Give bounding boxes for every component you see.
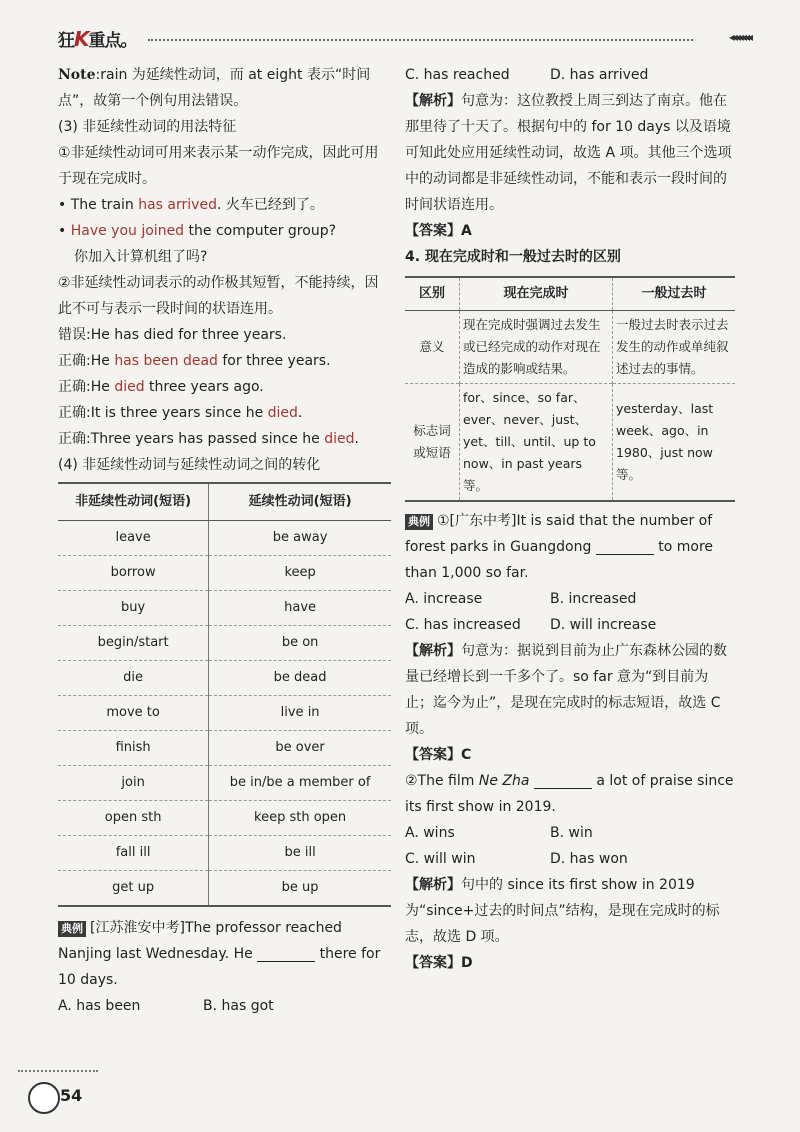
table-cell: 标志词或短语	[405, 384, 460, 502]
answer: 【答案】D	[405, 955, 473, 971]
table-cell: yesterday、last week、ago、in 1980、just now 等。	[613, 384, 736, 502]
answer: 【答案】A	[405, 223, 472, 239]
section-3-title: (3) 非延续性动词的用法特征	[58, 119, 237, 135]
option-d: D. has won	[550, 851, 628, 867]
table-cell: move to	[58, 696, 209, 731]
option-b: B. win	[550, 825, 593, 841]
example-question: ②The film Ne Zha a lot of praise since its first show in 2019.	[405, 773, 734, 815]
correct-example: 正确:It is three years since he died.	[58, 405, 303, 421]
option-c: C. will win	[405, 851, 476, 867]
options-row	[405, 846, 735, 872]
brand-logo: 狂K重点。	[58, 27, 137, 51]
table-row	[58, 696, 391, 731]
table-cell: get up	[58, 871, 209, 907]
tense-comparison-table	[405, 276, 735, 502]
table-row	[58, 556, 391, 591]
table-cell: open sth	[58, 801, 209, 836]
table-cell: leave	[58, 521, 209, 556]
table-cell: live in	[209, 696, 391, 731]
example-question: 典例 [江苏淮安中考]The professor reached Nanjing last Wednesday. He there for 10 days.	[58, 920, 381, 988]
example-translation: 你加入计算机组了吗?	[74, 249, 208, 265]
option-d: D. will increase	[550, 617, 657, 633]
table-cell: be up	[209, 871, 391, 907]
rule-1: ①非延续性动词可用来表示某一动作完成，因此可用于现在完成时。	[58, 145, 379, 187]
correct-example: 正确:He has been dead for three years.	[58, 353, 331, 369]
option-b: B. increased	[550, 591, 637, 607]
header-arrows: ◂◂◂◂◂◂◂	[728, 30, 750, 44]
example-sentence: • The train has arrived. 火车已经到了。	[58, 197, 324, 213]
table-cell: be over	[209, 731, 391, 766]
table-row	[58, 801, 391, 836]
table-cell: finish	[58, 731, 209, 766]
analysis: 【解析】句意为：这位教授上周三到达了南京。他在那里待了十天了。根据句中的 for 10 days 以及语境可知此处应用延续性动词，故选 A 项。其他三个选项中的动词都是非延续性动词，不能和表示一段时间的时间状语连用。	[405, 93, 732, 213]
table-cell: fall ill	[58, 836, 209, 871]
correct-example: 正确:He died three years ago.	[58, 379, 264, 395]
right-column	[405, 62, 735, 976]
table-header: 延续性动词(短语)	[209, 483, 391, 521]
answer-blank	[257, 947, 315, 962]
example-tag: 典例	[58, 921, 86, 937]
table-row	[58, 521, 391, 556]
table-cell: begin/start	[58, 626, 209, 661]
table-row	[58, 871, 391, 907]
table-cell: borrow	[58, 556, 209, 591]
answer-blank	[534, 774, 592, 789]
example-sentence: • Have you joined the computer group?	[58, 223, 337, 239]
table-row	[58, 836, 391, 871]
options-row	[405, 62, 735, 88]
table-header: 区别	[405, 277, 460, 311]
answer-blank	[596, 540, 654, 555]
table-row	[405, 311, 735, 384]
table-row	[58, 766, 391, 801]
table-cell: keep	[209, 556, 391, 591]
page-number: 54	[60, 1086, 83, 1105]
table-header: 现在完成时	[460, 277, 613, 311]
page-header	[58, 26, 758, 52]
table-cell: for、since、so far、ever、never、just、yet、till、until、up to now、in past years 等。	[460, 384, 613, 502]
table-cell: be dead	[209, 661, 391, 696]
table-row	[58, 661, 391, 696]
bulb-icon	[28, 1082, 60, 1114]
table-cell: join	[58, 766, 209, 801]
options-row	[405, 612, 735, 638]
page-number-badge	[22, 1080, 102, 1114]
table-cell: be on	[209, 626, 391, 661]
table-cell: buy	[58, 591, 209, 626]
option-b: B. has got	[203, 998, 274, 1014]
table-cell: die	[58, 661, 209, 696]
option-c: C. has increased	[405, 617, 521, 633]
option-a: A. wins	[405, 825, 455, 841]
table-cell: have	[209, 591, 391, 626]
section-4-title: (4) 非延续性动词与延续性动词之间的转化	[58, 457, 321, 473]
analysis: 【解析】句中的 since its first show in 2019 为“since+过去的时间点”结构，是现在完成时的标志，故选 D 项。	[405, 877, 720, 945]
table-header: 一般过去时	[613, 277, 736, 311]
example-question: 典例 ①[广东中考]It is said that the number of forest parks in Guangdong to more than 1,000 so far.	[405, 513, 714, 581]
example-tag: 典例	[405, 514, 433, 530]
note: Note:rain 为延续性动词，而 at eight 表示“时间点”，故第一个例句用法错误。	[58, 67, 371, 109]
analysis: 【解析】句意为：据说到目前为止广东森林公园的数量已经增长到一千多个了。so far 意为“到目前为止；迄今为止”，是现在完成时的标志短语，故选 C 项。	[405, 643, 727, 737]
table-cell: 意义	[405, 311, 460, 384]
option-d: D. has arrived	[550, 67, 649, 83]
left-column	[58, 62, 391, 1019]
table-cell: be away	[209, 521, 391, 556]
footer-divider	[18, 1070, 98, 1072]
table-row	[58, 626, 391, 661]
table-row	[58, 731, 391, 766]
option-c: C. has reached	[405, 67, 510, 83]
option-a: A. increase	[405, 591, 483, 607]
rule-2: ②非延续性动词表示的动作极其短暂，不能持续，因此不可与表示一段时间的状语连用。	[58, 275, 379, 317]
table-cell: be in/be a member of	[209, 766, 391, 801]
section-title: 4. 现在完成时和一般过去时的区别	[405, 249, 621, 265]
option-a: A. has been	[58, 998, 141, 1014]
header-divider	[148, 39, 693, 41]
options-row	[405, 586, 735, 612]
wrong-example: 错误:He has died for three years.	[58, 327, 287, 343]
verb-conversion-table	[58, 482, 391, 907]
table-row	[58, 591, 391, 626]
correct-example: 正确:Three years has passed since he died.	[58, 431, 359, 447]
answer: 【答案】C	[405, 747, 472, 763]
table-cell: be ill	[209, 836, 391, 871]
options-row	[405, 820, 735, 846]
options-row	[58, 993, 391, 1019]
table-header: 非延续性动词(短语)	[58, 483, 209, 521]
table-row	[405, 384, 735, 502]
table-cell: keep sth open	[209, 801, 391, 836]
table-cell: 一般过去时表示过去发生的动作或单纯叙述过去的事情。	[613, 311, 736, 384]
table-cell: 现在完成时强调过去发生或已经完成的动作对现在造成的影响或结果。	[460, 311, 613, 384]
